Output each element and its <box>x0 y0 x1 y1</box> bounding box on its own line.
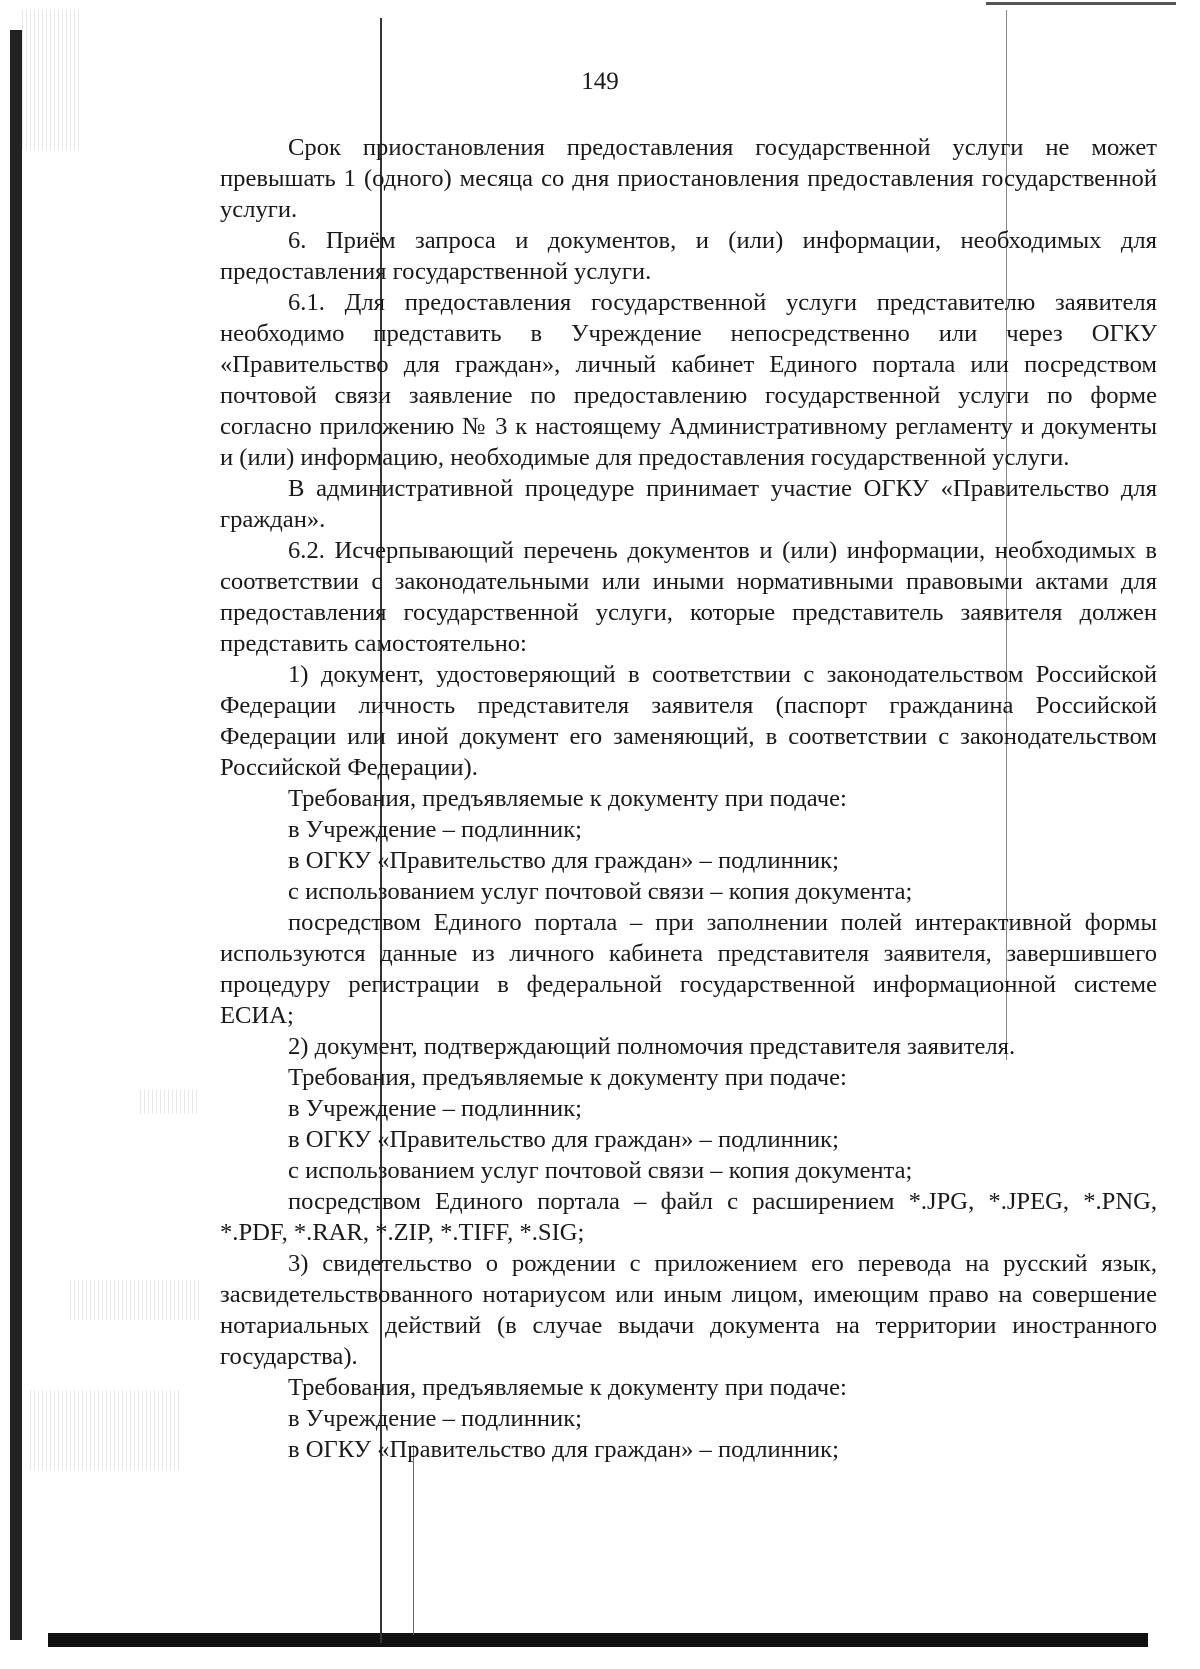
requirement-item: в ОГКУ «Правительство для граждан» – подлинник; <box>288 1436 839 1463</box>
list-item-document-3: 3) свидетельство о рождении с приложением его перевода на русский язык, засвидетельствованного нотариусом или иным лицом, имеющим право на совершение нотариальных действий (в случае выдачи документа на территории иностранного государства). <box>220 1250 1157 1370</box>
scan-noise <box>140 1090 200 1114</box>
document-body <box>220 132 1157 1465</box>
requirement-item: в ОГКУ «Правительство для граждан» – подлинник; <box>288 847 839 874</box>
requirement-item: с использованием услуг почтовой связи – копия документа; <box>288 1157 913 1184</box>
requirement-item-portal: посредством Единого портала – файл с расширением *.JPG, *.JPEG, *.PNG, *.PDF, *.RAR, *.ZIP, *.TIFF, *.SIG; <box>220 1188 1157 1246</box>
scan-edge-left <box>10 30 22 1640</box>
paragraph-participation: В административной процедуре принимает участие ОГКУ «Правительство для граждан». <box>220 475 1157 533</box>
paragraph-section-6: 6. Приём запроса и документов, и (или) информации, необходимых для предоставления государственной услуги. <box>220 227 1157 285</box>
scan-fold-line-lower <box>413 1445 414 1635</box>
paragraph-suspension-term: Срок приостановления предоставления государственной услуги не может превышать 1 (одного) месяца со дня приостановления предоставления государственной услуги. <box>220 134 1157 223</box>
list-item-document-2: 2) документ, подтверждающий полномочия представителя заявителя. <box>288 1033 1016 1060</box>
requirement-item: с использованием услуг почтовой связи – копия документа; <box>288 878 913 905</box>
requirement-item: в ОГКУ «Правительство для граждан» – подлинник; <box>288 1126 839 1153</box>
requirement-item: в Учреждение – подлинник; <box>288 1405 582 1432</box>
scan-noise <box>70 1280 200 1320</box>
requirement-item: в Учреждение – подлинник; <box>288 1095 582 1122</box>
requirements-heading: Требования, предъявляемые к документу при подаче: <box>288 1374 847 1401</box>
paragraph-section-6-2: 6.2. Исчерпывающий перечень документов и (или) информации, необходимых в соответствии с законодательными или иными нормативными правовыми актами для предоставления государственной услуги, которые представитель заявителя должен представить самостоятельно: <box>220 537 1157 657</box>
list-item-document-1: 1) документ, удостоверяющий в соответствии с законодательством Российской Федерации личность представителя заявителя (паспорт гражданина Российской Федерации или иной документ его заменяющий, в соответствии с законодательством Российской Федерации). <box>220 661 1157 781</box>
requirements-heading: Требования, предъявляемые к документу при подаче: <box>288 1064 847 1091</box>
scan-noise <box>30 1390 180 1470</box>
paragraph-section-6-1: 6.1. Для предоставления государственной услуги представителю заявителя необходимо представить в Учреждение непосредственно или через ОГКУ «Правительство для граждан», личный кабинет Единого портала или посредством почтовой связи заявление по предоставлению государственной услуги по форме согласно приложению № 3 к настоящему Административному регламенту и документы и (или) информацию, необходимые для предоставления государственной услуги. <box>220 289 1157 471</box>
scan-edge-top <box>986 2 1176 5</box>
requirement-item-portal: посредством Единого портала – при заполнении полей интерактивной формы используются данные из личного кабинета представителя заявителя, завершившего процедуру регистрации в федеральной государственной информационной системе ЕСИА; <box>220 909 1157 1029</box>
requirement-item: в Учреждение – подлинник; <box>288 816 582 843</box>
page-number: 149 <box>581 68 619 95</box>
requirements-heading: Требования, предъявляемые к документу при подаче: <box>288 785 847 812</box>
scan-edge-bottom <box>48 1633 1148 1647</box>
